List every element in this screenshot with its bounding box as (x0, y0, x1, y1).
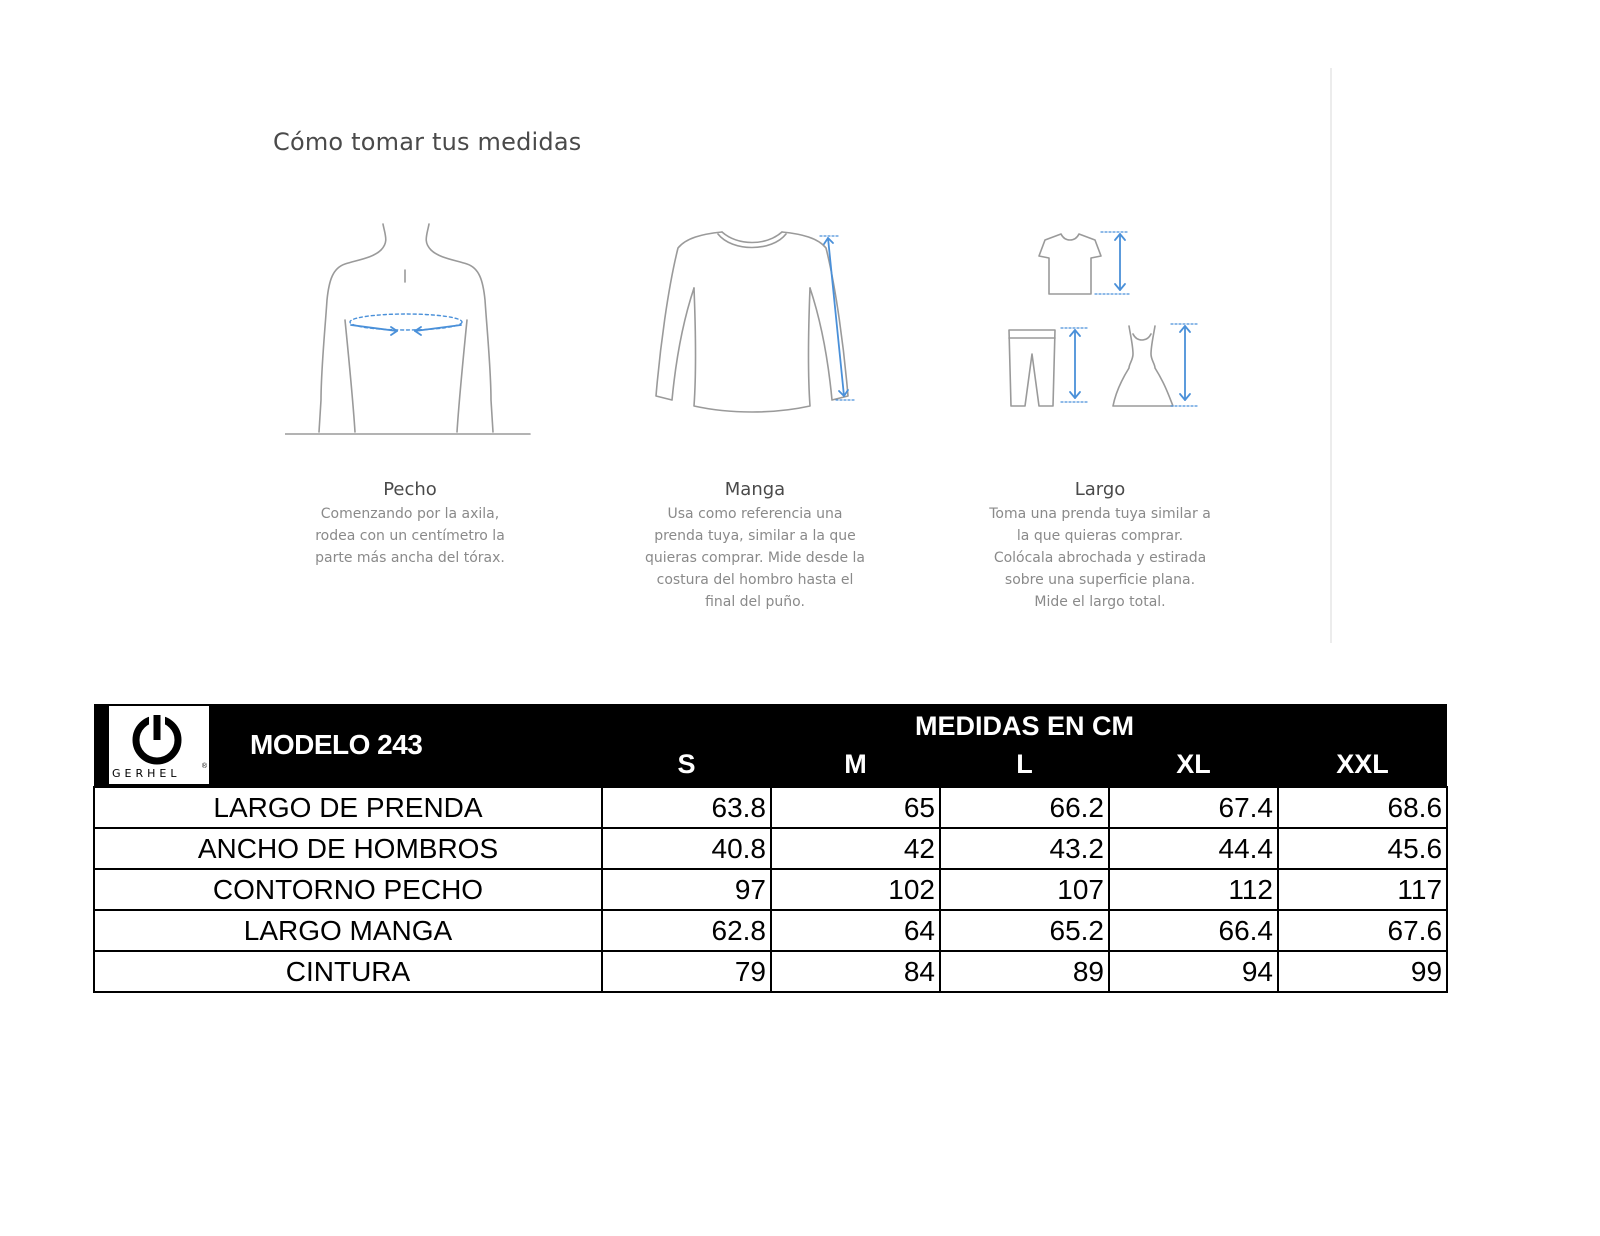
measure-value: 97 (602, 869, 771, 910)
registered-mark: ® (201, 763, 207, 770)
measure-value: 43.2 (940, 828, 1109, 869)
size-header: XXL (1336, 748, 1389, 779)
length-desc-line: sobre una superficie plana. (1004, 572, 1196, 588)
table-header-row (94, 704, 1447, 742)
length-title: Largo (1074, 479, 1126, 500)
length-desc-line: la que quieras comprar. (1016, 528, 1184, 544)
sleeve-title: Manga (724, 479, 786, 500)
measure-label: CINTURA (94, 951, 602, 992)
measure-value: 117 (1278, 869, 1447, 910)
units-heading: MEDIDAS EN CM (915, 711, 1135, 741)
brand-logo-cell (94, 704, 212, 787)
size-header: M (844, 748, 867, 779)
chest-desc-line: rodea con un centímetro la (315, 528, 505, 544)
length-description (975, 503, 1225, 613)
sleeve-desc-line: quieras comprar. Mide desde la (645, 550, 865, 566)
measure-value: 84 (771, 951, 940, 992)
measure-value: 63.8 (602, 787, 771, 828)
measure-label: ANCHO DE HOMBROS (94, 828, 602, 869)
table-row (94, 869, 1447, 910)
measure-value: 65.2 (940, 910, 1109, 951)
measure-value: 66.2 (940, 787, 1109, 828)
chest-description (285, 503, 535, 569)
length-desc-line: Colócala abrochada y estirada (993, 550, 1207, 566)
length-illustration (1005, 228, 1205, 413)
length-desc-line: Mide el largo total. (1034, 594, 1166, 610)
measure-value: 40.8 (602, 828, 771, 869)
measure-value: 65 (771, 787, 940, 828)
sleeve-description (630, 503, 880, 613)
size-table (93, 704, 1448, 993)
brand-name: GERHEL (112, 767, 181, 780)
measure-label: LARGO DE PRENDA (94, 787, 602, 828)
measure-value: 102 (771, 869, 940, 910)
sleeve-desc-line: prenda tuya, similar a la que (654, 528, 856, 544)
measure-value: 79 (602, 951, 771, 992)
measure-value: 44.4 (1109, 828, 1278, 869)
measure-value: 67.6 (1278, 910, 1447, 951)
table-row (94, 787, 1447, 828)
chest-title: Pecho (383, 479, 437, 500)
model-name: MODELO 243 (250, 729, 423, 760)
table-row (94, 951, 1447, 992)
table-row (94, 828, 1447, 869)
measure-value: 68.6 (1278, 787, 1447, 828)
sleeve-illustration (650, 228, 880, 423)
sleeve-desc-line: costura del hombro hasta el (656, 572, 854, 588)
measure-value: 42 (771, 828, 940, 869)
length-desc-line: Toma una prenda tuya similar a (989, 506, 1211, 522)
measure-label: LARGO MANGA (94, 910, 602, 951)
power-icon (109, 710, 209, 770)
measure-value: 94 (1109, 951, 1278, 992)
size-header: XL (1176, 748, 1211, 779)
measure-value: 45.6 (1278, 828, 1447, 869)
size-header: L (1016, 748, 1033, 779)
table-row (94, 910, 1447, 951)
measure-value: 64 (771, 910, 940, 951)
measure-value: 62.8 (602, 910, 771, 951)
divider-line (1330, 68, 1332, 643)
measure-value: 67.4 (1109, 787, 1278, 828)
chest-illustration (285, 220, 535, 445)
sleeve-desc-line: final del puño. (705, 594, 805, 610)
sleeve-desc-line: Usa como referencia una (667, 506, 843, 522)
guide-title: Cómo tomar tus medidas (273, 128, 582, 156)
measure-value: 89 (940, 951, 1109, 992)
measure-label: CONTORNO PECHO (94, 869, 602, 910)
measure-value: 107 (940, 869, 1109, 910)
measure-value: 99 (1278, 951, 1447, 992)
brand-logo (109, 706, 209, 784)
chest-desc-line: Comenzando por la axila, (320, 506, 500, 522)
measure-value: 112 (1109, 869, 1278, 910)
size-header: S (677, 748, 696, 779)
measure-value: 66.4 (1109, 910, 1278, 951)
chest-desc-line: parte más ancha del tórax. (315, 550, 505, 566)
